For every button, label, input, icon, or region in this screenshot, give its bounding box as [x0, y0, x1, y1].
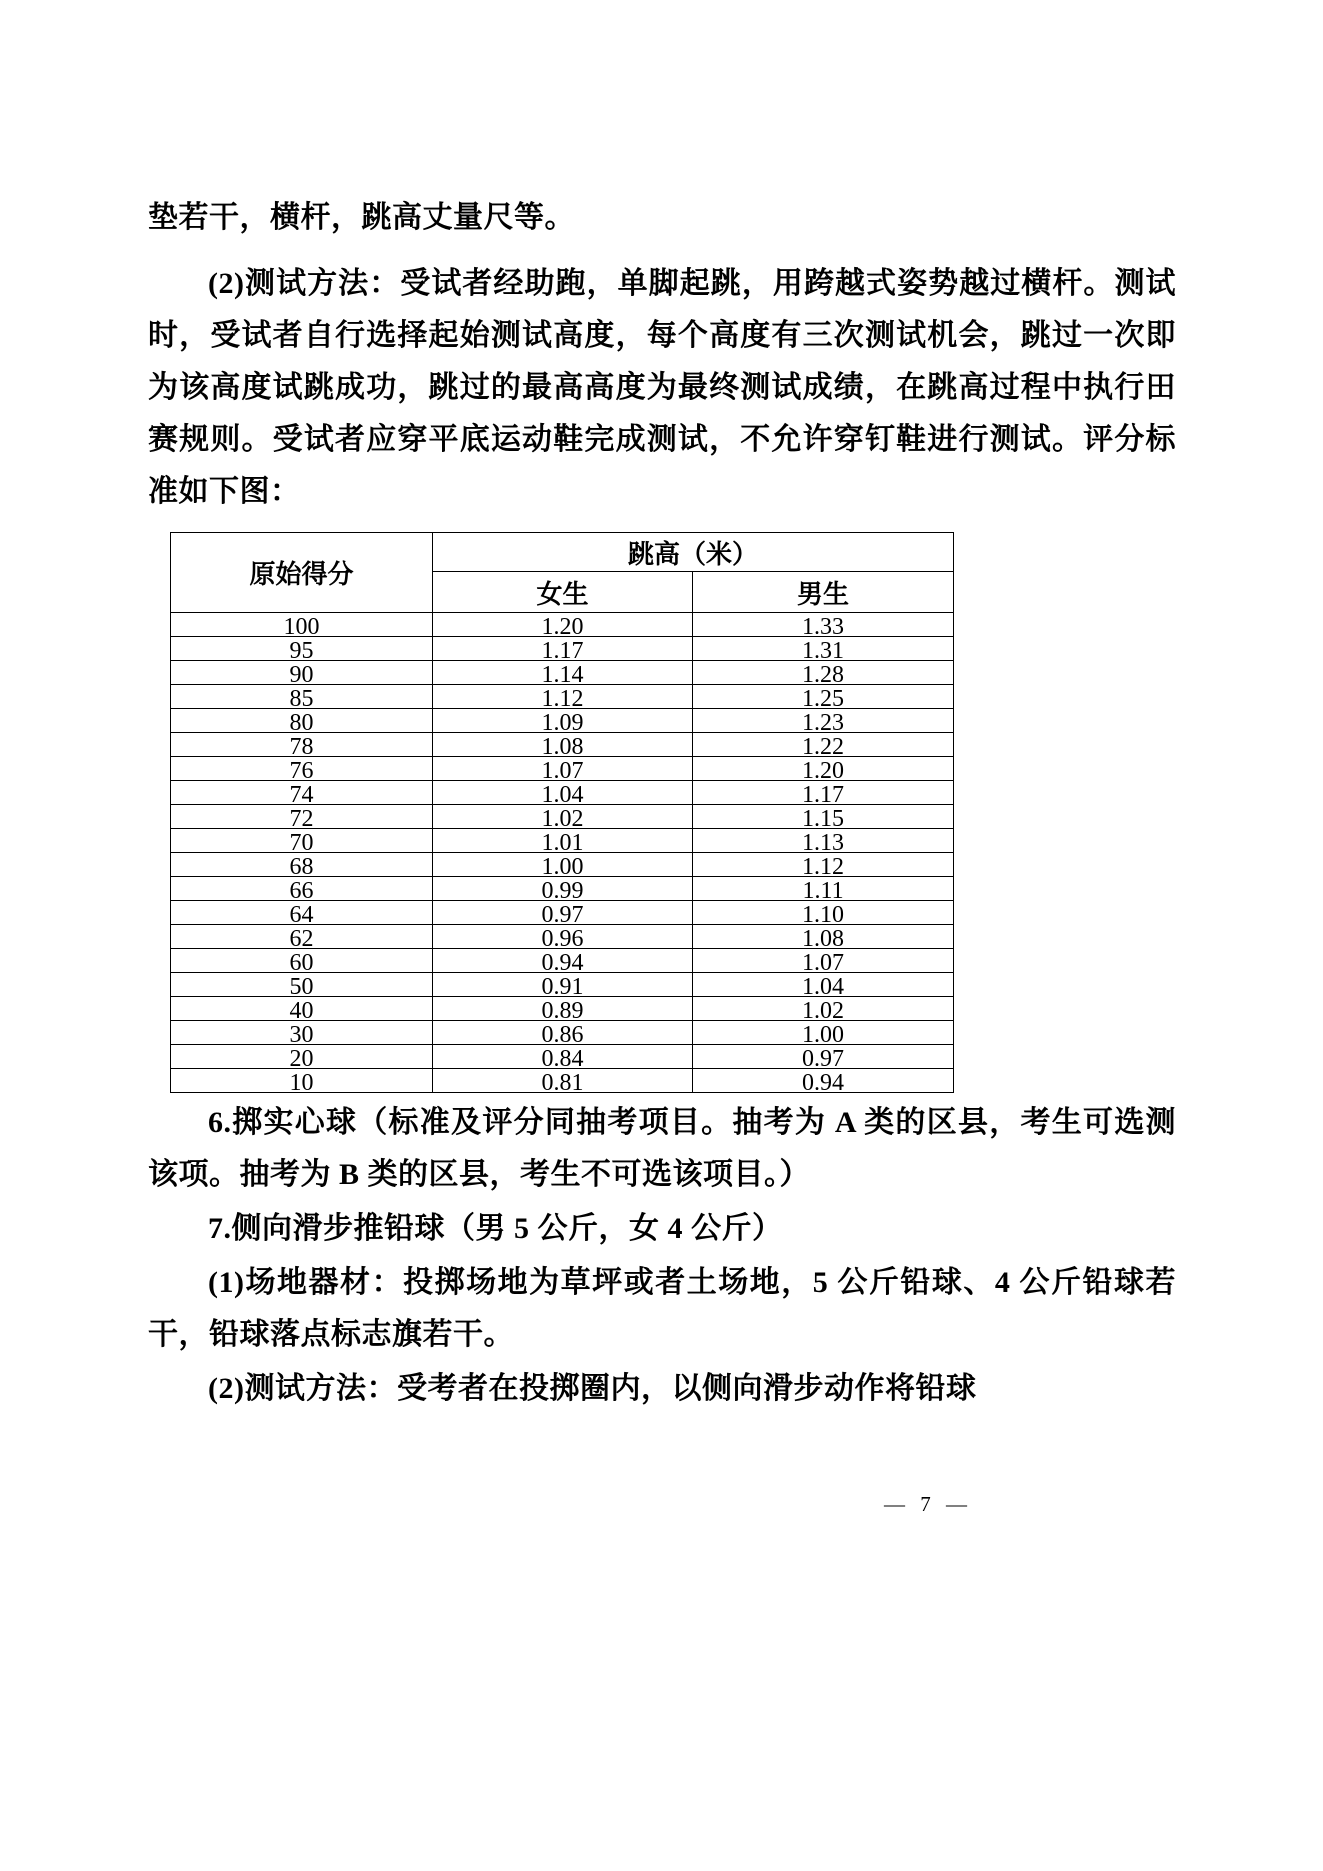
- table-cell: 100: [171, 613, 433, 637]
- table-cell: 40: [171, 997, 433, 1021]
- table-cell: 1.14: [433, 661, 693, 685]
- table-cell: 1.33: [693, 613, 954, 637]
- page-content: [148, 192, 1176, 1417]
- table-row: [171, 1045, 954, 1069]
- table-cell: 0.94: [433, 949, 693, 973]
- table-cell: 0.99: [433, 877, 693, 901]
- table-cell: 1.09: [433, 709, 693, 733]
- page-number: — 7 —: [884, 1492, 967, 1516]
- table-cell: 0.89: [433, 997, 693, 1021]
- table-cell: 1.00: [433, 853, 693, 877]
- table-row: [171, 829, 954, 853]
- table-row: [171, 1069, 954, 1093]
- table-cell: 1.15: [693, 805, 954, 829]
- table-row: [171, 949, 954, 973]
- table-cell: 1.08: [693, 925, 954, 949]
- table-cell: 0.84: [433, 1045, 693, 1069]
- list-item-7-1-equipment: (1)场地器材：投掷场地为草坪或者土场地，5 公斤铅球、4 公斤铅球若干，铅球落点标志旗若干。: [148, 1266, 1176, 1351]
- table-cell: 30: [171, 1021, 433, 1045]
- table-row: [171, 997, 954, 1021]
- table-row: [171, 1021, 954, 1045]
- table-row: [171, 877, 954, 901]
- table-cell: 0.97: [433, 901, 693, 925]
- table-row: [171, 781, 954, 805]
- table-cell: 64: [171, 901, 433, 925]
- table-cell: 20: [171, 1045, 433, 1069]
- paragraph-continuation: 垫若干，横杆，跳高丈量尺等。: [148, 201, 575, 234]
- table-cell: 0.81: [433, 1069, 693, 1093]
- table-row: [171, 973, 954, 997]
- highjump-scoring-table: [170, 532, 954, 1093]
- table-cell: 0.97: [693, 1045, 954, 1069]
- table-cell: 1.01: [433, 829, 693, 853]
- table-cell: 1.13: [693, 829, 954, 853]
- table-cell: 74: [171, 781, 433, 805]
- table-cell: 1.20: [693, 757, 954, 781]
- table-cell: 1.07: [433, 757, 693, 781]
- table-row: [171, 637, 954, 661]
- table-row: [171, 613, 954, 637]
- paragraph-test-method-highjump: (2)测试方法：受试者经助跑，单脚起跳，用跨越式姿势越过横杆。测试时，受试者自行选择起始测试高度，每个高度有三次测试机会，跳过一次即为该高度试跳成功，跳过的最高高度为最终测试成绩，在跳高过程中执行田赛规则。受试者应穿平底运动鞋完成测试，不允许穿钉鞋进行测试。评分标准如下图：: [148, 267, 1176, 508]
- table-cell: 1.04: [693, 973, 954, 997]
- table-cell: 1.07: [693, 949, 954, 973]
- table-row: [171, 757, 954, 781]
- table-cell: 1.02: [693, 997, 954, 1021]
- table-cell: 0.91: [433, 973, 693, 997]
- table-cell: 10: [171, 1069, 433, 1093]
- table-cell: 1.23: [693, 709, 954, 733]
- table-cell: 1.04: [433, 781, 693, 805]
- table-cell: 80: [171, 709, 433, 733]
- table-cell: 76: [171, 757, 433, 781]
- table-row: [171, 901, 954, 925]
- table-cell: 78: [171, 733, 433, 757]
- page-footer: [884, 1492, 967, 1517]
- table-cell: 0.96: [433, 925, 693, 949]
- table-row: [171, 853, 954, 877]
- table-cell: 1.12: [693, 853, 954, 877]
- table-row: [171, 709, 954, 733]
- list-item-6-medicine-ball: 6.掷实心球（标准及评分同抽考项目。抽考为 A 类的区县，考生可选测该项。抽考为 B 类的区县，考生不可选该项目。）: [148, 1106, 1176, 1191]
- table-cell: 1.02: [433, 805, 693, 829]
- table-cell: 1.20: [433, 613, 693, 637]
- list-item-7-shotput: 7.侧向滑步推铅球（男 5 公斤，女 4 公斤）: [208, 1212, 783, 1245]
- table-cell: 1.12: [433, 685, 693, 709]
- header-original-score: 原始得分: [171, 533, 433, 613]
- table-cell: 1.22: [693, 733, 954, 757]
- table-cell: 95: [171, 637, 433, 661]
- table-cell: 1.08: [433, 733, 693, 757]
- table-cell: 70: [171, 829, 433, 853]
- list-item-7-2-method: (2)测试方法：受考者在投掷圈内，以侧向滑步动作将铅球: [208, 1372, 977, 1405]
- table-cell: 68: [171, 853, 433, 877]
- table-cell: 72: [171, 805, 433, 829]
- header-highjump-meters: 跳高（米）: [433, 533, 954, 572]
- table-cell: 1.31: [693, 637, 954, 661]
- table-cell: 1.25: [693, 685, 954, 709]
- table-cell: 1.28: [693, 661, 954, 685]
- header-female: 女生: [433, 572, 693, 613]
- table-cell: 1.00: [693, 1021, 954, 1045]
- table-cell: 0.94: [693, 1069, 954, 1093]
- table-cell: 1.10: [693, 901, 954, 925]
- table-row: [171, 805, 954, 829]
- table-cell: 1.17: [693, 781, 954, 805]
- table-row: [171, 661, 954, 685]
- table-cell: 66: [171, 877, 433, 901]
- table-cell: 1.11: [693, 877, 954, 901]
- table-cell: 85: [171, 685, 433, 709]
- table-header-row-1: [171, 533, 954, 572]
- table-cell: 1.17: [433, 637, 693, 661]
- table-cell: 60: [171, 949, 433, 973]
- header-male: 男生: [693, 572, 954, 613]
- table-cell: 90: [171, 661, 433, 685]
- score-table-body: [171, 613, 954, 1093]
- table-cell: 62: [171, 925, 433, 949]
- table-cell: 50: [171, 973, 433, 997]
- table-row: [171, 733, 954, 757]
- table-row: [171, 925, 954, 949]
- table-cell: 0.86: [433, 1021, 693, 1045]
- table-row: [171, 685, 954, 709]
